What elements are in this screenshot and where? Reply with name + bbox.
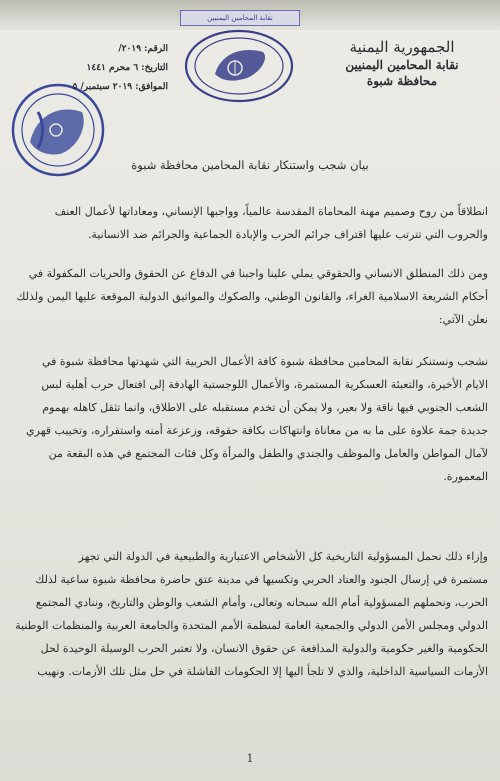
paragraph-line: المعمورة. <box>443 470 488 483</box>
union-name: نقابة المحامين اليمنيين <box>345 58 459 72</box>
paragraph-line: وإزاء ذلك نحمل المسؤولية التاريخية كل الأشخاص الاعتبارية والطبيعية في الدولة التي تجهز <box>78 550 488 563</box>
paragraph-line: الدولي ومجلس الأمن الدولي والجمعية العامة لمنظمة الأمم المتحدة والجامعة العربية والمنظمات الوطنية <box>15 619 488 632</box>
paragraph-line: نعلن الآتي: <box>438 313 488 326</box>
paragraph-line: الحرب، ونحملهم المسؤولية أمام الله سبحانه وتعالى، وأمام الشعب والوطن والتاريخ، وننادي المجتمع <box>35 596 488 609</box>
paragraph-line: الشعب الجنوبي فيها ناقة ولا بعير، ولا يمكن أن تخدم مستقبله على الاطلاق، وانما تثقل كاهله بهموم <box>42 401 488 414</box>
paragraph-3 <box>10 350 488 488</box>
paragraph-line: الايام الأخيرة، والتعبئة العسكرية المستمرة، والأعمال اللوجستية الهادفة إلى افتعال حرب أهلية لبس <box>41 378 488 391</box>
union-emblem <box>183 28 295 104</box>
date-gregorian: الموافق: ٢٠١٩ سبتمبر/ ٥ <box>72 82 168 92</box>
paragraph-4 <box>10 545 488 683</box>
paragraph-line: ومن ذلك المنطلق الانساني والحقوقي يملي علينا واجبنا في الدفاع عن الحقوق والحريات المكفولة في <box>28 267 488 280</box>
letterhead-left <box>18 40 168 97</box>
paragraph-line: مستمرة في إرسال الجنود والعتاد الحربي وتكسيها في مدينة عتق حاضرة محافظة شبوة ساعية لذلك <box>35 573 488 586</box>
top-stamp: نقابة المحامين اليمنيين <box>180 10 300 26</box>
letterhead-right <box>322 38 482 88</box>
paragraph-line: جديدة جمة علاوة على ما به من معاناة وانتهاكات بكافة حقوقه، وزعزعة أمنه واستقراره، وتخييب قهري <box>26 424 488 437</box>
paragraph-line: الأزمات السياسية الداخلية، والذي لا تلجأ اليها إلا الحكومات الفاشلة في حل مثل تلك الأزمات. ونهيب <box>37 665 488 678</box>
reference-number: الرقم: ٢٠١٩/ <box>118 44 168 54</box>
paragraph-line: لآمال المواطن والعامل والموظف والجندي والطفل والمرأة وكل فئات المجتمع في هذه البقعة من <box>48 447 488 460</box>
page-number: 1 <box>246 752 254 765</box>
paragraph-line: الحكومية والغير حكومية والدولية المدافعة عن حقوق الانسان، ولا تعتبر الحرب الوسيلة الوحيدة لحل <box>40 642 488 655</box>
branch-name: محافظة شبوة <box>366 74 438 88</box>
paragraph-line: نشجب ونستنكر نقابة المحامين محافظة شبوة كافة الأعمال الحربية التي شهدتها محافظة شبوة في <box>41 355 488 368</box>
paragraph-line: انطلاقاً من روح وصميم مهنة المحاماة المقدسة عالمياً، وواجبها الإنساني، ومعاداتها لأعمال العنف <box>54 205 488 218</box>
paragraph-1 <box>10 200 488 246</box>
paragraph-2 <box>10 262 488 331</box>
statement-title: بيان شجب واستنكار نقابة المحامين محافظة شبوة <box>131 158 369 172</box>
paragraph-line: والحروب التي تترتب عليها اقتراف جرائم الحرب والإبادة الجماعية والجرائم ضد الانسانية. <box>87 228 488 241</box>
date-hijri: التاريخ: ٦ محرم ١٤٤١ <box>86 63 168 73</box>
country-name: الجمهورية اليمنية <box>349 38 455 56</box>
paragraph-line: أحكام الشريعة الاسلامية الغراء، والقانون الوطني، والصكوك والمواثيق الدولية الموقعة عليها اليمن ولذلك <box>16 290 488 303</box>
